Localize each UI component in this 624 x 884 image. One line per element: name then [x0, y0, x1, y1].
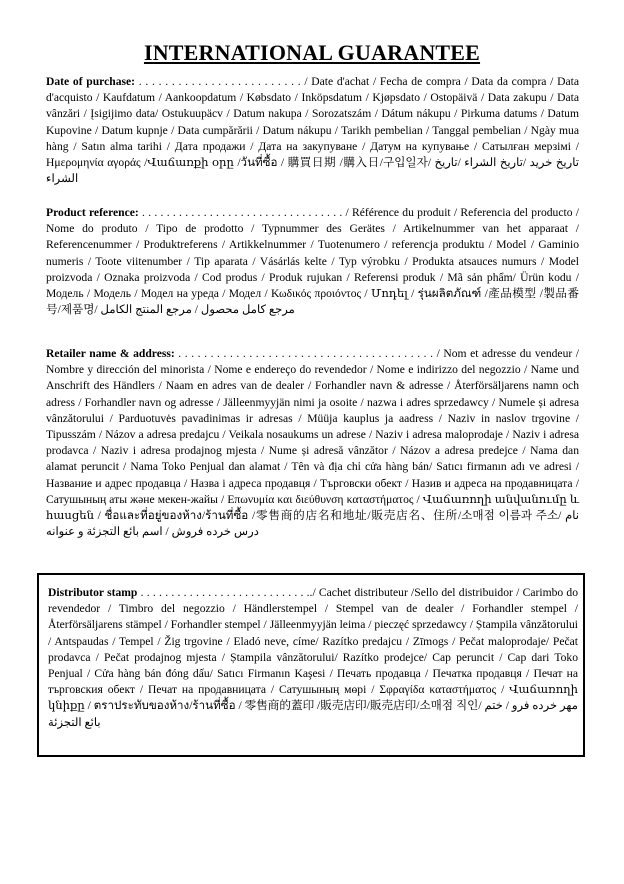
distributor-stamp-box: [37, 573, 585, 757]
date-of-purchase-label: Date of purchase:: [46, 75, 136, 88]
retailer-label: Retailer name & address:: [46, 347, 175, 360]
distributor-stamp-label: Distributor stamp: [48, 586, 138, 599]
date-of-purchase-section: [46, 74, 579, 187]
retailer-translations: / Nom et adresse du vendeur / Nombre y dirección del minorista / Nome e endereço do revendedor / Nome e indirizzo del negozzio / Name und Anschrift des Händlers / Naam en adres van de dealer / Forhandler navn & adresse / Återförsäljarens namn och adress / Forhandler navn og adresse / Jälleenmyyjän nimi ja osoite / nazwa i adres sprzedawcy / Numele și adresa vânzătorului / Parduotuvės pavadinimas ir adresas / Müüja kauplus ja aadress / Naziv in naslov trgovine / Tipusszám / Názov a adresa predajcu / Veikala nosaukums un adrese / Naziv i adresa maloprodaje / Naziv i adresa prodavca / Naziv i adresa prodajnog mjesta / Nume și adresă vânzător / Názov a adresa predejce / Nama dan alamat peruncit / Nama Toko Penjual dan alamat / Tên và địa chỉ cửa hàng bán/ Satıcı firmanın adı ve adresi / Название и адрес продавца / Назва і адреса продавця / Търговски обект / Назив и адреса на продавницата / Сатушының аты және мекен-жайы / Επωνυμία και διεύθυνση καταστήματος / Վաճառողի անվանումը և հասցեն / ชื่อและที่อยู่ของห้าง/ร้านที่ซื้อ /零售商的店名和地址/販売店名、住所/소매점 이름과 주소/ نام درس خرده فروش / اسم بائع التجزئة و عنوانه: [46, 347, 580, 539]
product-reference-translations: / Référence du produit / Referencia del producto / Nome do produto / Tipo de prodotto / Typnummer des Gerätes / Artikelnummer van het apparaat / Referencenummer / Produktreferens / Artikkelnummer / Tuotenumero / referencja produktu / Model / Gaminio numeris / Toote viitenumber / Tip aparata / Vásárlás kelte / Typ výrobku / Produkta atsauces numurs / Model proizvoda / Oznaka proizvoda / Cod produs / Produk rujukan / Referensi produk / Mã sản phẩm/ Ürün kodu / Модель / Модель / Модел на уреда / Модел / Κωδικός προιόντος / Մոդել / รุ่นผลิตภัณฑ์ /產品模型 /製品番号/제품명/ مرجع كامل محصول / مرجع المنتج الكامل: [46, 206, 580, 317]
retailer-section: [46, 346, 579, 540]
product-reference-section: [46, 205, 579, 318]
distributor-stamp-translations: ./ Cachet distributeur /Sello del distribuidor / Carimbo do revendedor / Timbro del negozzio / Händlerstempel / Stempel van de dealer / Forhandler stempel / Återförsäljarens stämpel / Forhandler stempel / Jälleenmyyjän leima / pieczęć sprzedawcy / Ștampila vânzătorului / Antspaudas / Tempel / Žig trgovine / Eladó neve, címe/ Razítko predajcu / Zīmogs / Pečat maloprodaje/ Pečat prodavca / Pečat prodajnog mjesta / Ștampila vânzătorului/ Razítko prodejce/ Cap peruncit / Cap dari Toko Penjual / Cửa hàng bán đóng dấu/ Satıcı Firmanın Kaşesi / Печать продавца / Печатка продавця / Печат на търговския обект / Печат на продавницата / Сатушының мөрі / Σφραγίδα καταστήματος / Վաճառողի կնիքը / ตราประทับของห้าง/ร้านที่ซื้อ / 零售商的蓋印 /販売店印/販売店印/소매점 직인/ مهر خرده فرو / ختم بائع التجزئة: [48, 586, 579, 729]
date-of-purchase-dots: . . . . . . . . . . . . . . . . . . . . . . . . .: [135, 75, 301, 88]
distributor-stamp-section: [48, 585, 578, 731]
product-reference-dots: . . . . . . . . . . . . . . . . . . . . . . . . . . . . . . . . .: [138, 206, 343, 219]
page-title: INTERNATIONAL GUARANTEE: [143, 40, 481, 65]
product-reference-label: Product reference:: [46, 206, 139, 219]
date-of-purchase-translations: / Date d'achat / Fecha de compra / Data da compra / Data d'acquisto / Kaufdatum / Aankoopdatum / Købsdato / Inköpsdatum / Kjøpsdato / Ostopäivä / Data zakupu / Data vânzări / Įsigijimo data/ Ostukuupäcv / Datum nakupa / Sorozatszám / Dátum nákupu / Pirkuma datums / Datum Kupovine / Datum kupnje / Data cumpărării / Datum nákupu / Tarikh pembelian / Tanggal pembelian / Ngày mua hàng / Satın alma tarihi / Дата продажи / Дата на закупуване / Датум на купување / Сатылған мерзімі / Ημερομηνία αγοράς /Վաճառքի օրը /วันที่ซื้อ / 購買日期 /購入日/구입일자/ تاريخ خرید /تاريخ الشراء /تاريخ الشراء: [46, 75, 580, 186]
retailer-dots: . . . . . . . . . . . . . . . . . . . . . . . . . . . . . . . . . . . . . . . .: [174, 347, 434, 360]
distributor-stamp-dots: . . . . . . . . . . . . . . . . . . . . . . . . . . . .: [137, 586, 310, 599]
